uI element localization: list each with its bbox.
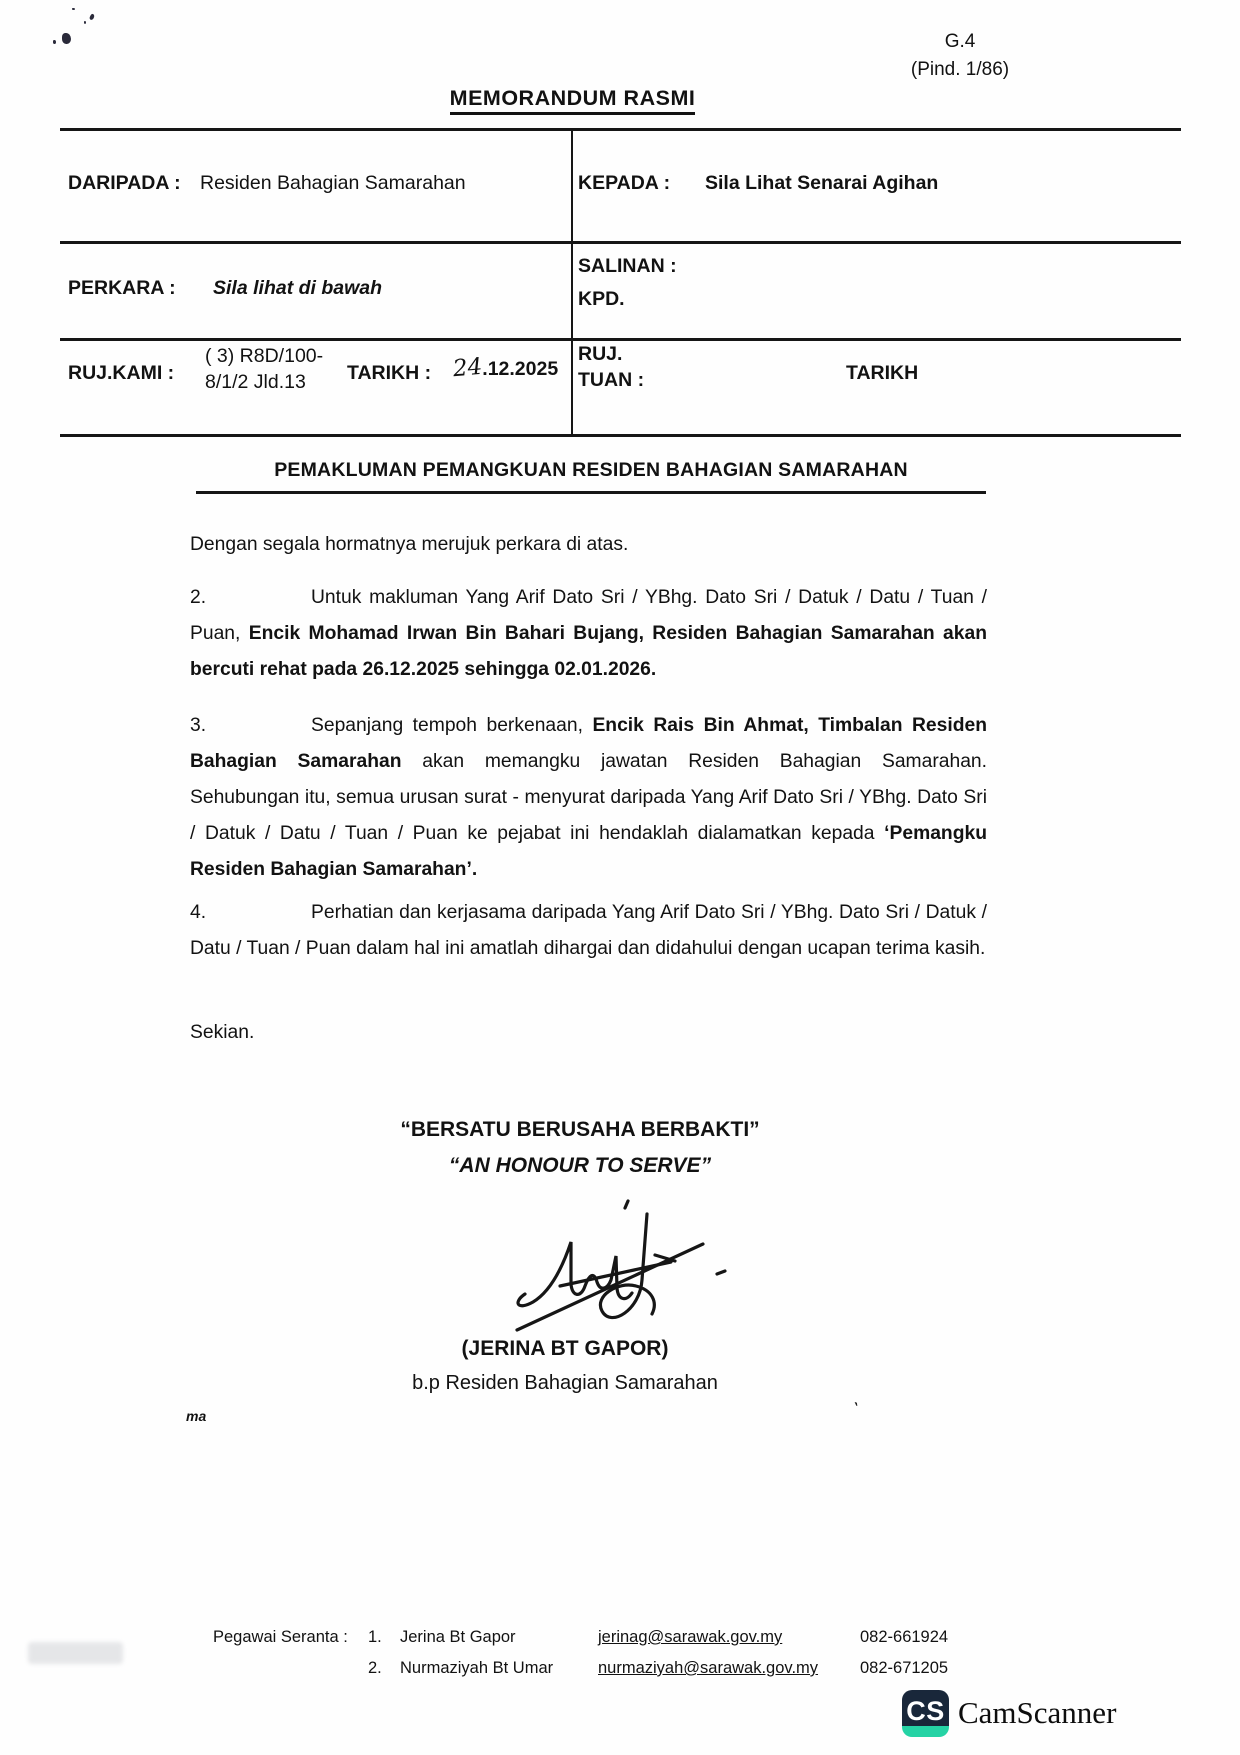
paragraph-number: 4.	[190, 902, 207, 923]
kepada-label: KEPADA :	[578, 172, 671, 194]
table-column-divider	[571, 128, 573, 437]
salinan-value: KPD.	[578, 288, 625, 310]
scan-stray-mark: ˋ	[846, 1397, 862, 1424]
contact-phone: 082-661924	[860, 1628, 949, 1646]
contact-email-link[interactable]: jerinag@sarawak.gov.my	[598, 1628, 783, 1646]
scan-speck	[62, 33, 71, 44]
ruj-tuan-label: RUJ. TUAN :	[578, 343, 645, 391]
perkara-label: PERKARA :	[68, 277, 176, 299]
paragraph-number: 3.	[190, 715, 207, 736]
table-border-bottom	[60, 434, 1181, 437]
form-code-block	[880, 28, 1040, 84]
scan-speck	[84, 21, 86, 24]
form-revision: (Pind. 1/86)	[910, 59, 1010, 80]
daripada-value: Residen Bahagian Samarahan	[200, 172, 466, 194]
scan-smudge	[28, 1642, 123, 1664]
paragraph-number: 2.	[190, 587, 207, 608]
memo-header-table	[60, 128, 1181, 437]
signatory-on-behalf: b.p Residen Bahagian Samarahan	[412, 1372, 718, 1394]
contact-name: Nurmaziyah Bt Umar	[400, 1659, 554, 1677]
ruj-kami-value: ( 3) R8D/100- 8/1/2 Jld.13	[205, 345, 324, 393]
contact-name: Jerina Bt Gapor	[400, 1628, 516, 1646]
memo-document: G.4 (Pind. 1/86) MEMORANDUM RASMI DARIPADA : Residen Bahagian Samarahan KEPADA : Sila Lihat Senarai Agihan PERKARA : Sila lihat di bawah SALINAN : KPD. RUJ.KAMI : ( 3) R8D/100- 8/1/2 Jld.13 TARIKH : 24.12.2025 RUJ. TUAN : TARIKH PEMAKLUMAN PEMANGKUAN RESIDEN BAHAGIAN SAMARAHAN Dengan segala hormatnya merujuk perkara di atas. 2. Untuk makluman Yang Arif Dato Sri / YBhg. Dato Sri / Datuk / Datu / Tuan / Puan, Encik Mohamad Irwan Bin Bahari Bujang, Residen Bahagian Samarahan akan bercuti rehat pada 26.12.2025 sehingga 02.01.2026. 3. Sepanjang tempoh berkenaan, Encik Rais Bin Ahmat, Timbalan Residen Bahagian Samarahan akan memangku jawatan Residen Bahagian Samarahan. Sehubungan itu, semua urusan surat - menyurat daripada Yang Arif Dato Sri / YBhg. Dato Sri / Datuk / Datu / Tuan / Puan ke pejabat ini hendaklah dialamatkan kepada ‘Pemangku Residen Bahagian Samarahan’. 4. Perhatian dan kerjasama daripada Yang Arif Dato Sri / YBhg. Dato Sri / Datuk / Datu / Tuan / Puan dalam hal ini amatlah dihargai dan didahului dengan ucapan terima kasih. Sekian. “BERSATU BERUSAHA BERBAKTI” “AN HONOUR TO SERVE” (JERINA BT GAPOR) b.p Residen Bahagian Samarahan ma ˋ Pegawai Seranta : 1. Jerina Bt Gapor jerinag@sarawak.gov.my 082-661924 2. Nurmaziyah Bt Umar nurmaziyah@sarawak.gov.my 082-671205 CS CamScanner	[0, 0, 1240, 1755]
footer-label: Pegawai Seranta :	[213, 1628, 348, 1646]
camscanner-logo-icon: CS	[902, 1690, 949, 1737]
typist-initials: ma	[186, 1408, 207, 1424]
daripada-label: DARIPADA :	[68, 172, 181, 194]
tarikh-value: 24.12.2025	[451, 353, 559, 383]
contact-phone: 082-671205	[860, 1659, 949, 1677]
scan-speck	[72, 8, 75, 10]
tarikh-right-label: TARIKH	[846, 362, 919, 384]
closing-word: Sekian.	[190, 1022, 255, 1043]
scan-speck	[53, 40, 56, 44]
table-border-top	[60, 128, 1181, 131]
handwritten-date: 24	[451, 353, 484, 383]
paragraph-4: 4. Perhatian dan kerjasama daripada Yang Arif Dato Sri / YBhg. Dato Sri / Datuk / Datu / Tuan / Puan dalam hal ini amatlah dihargai dan didahului dengan ucapan terima kasih.	[190, 895, 987, 967]
signature-scribble	[505, 1198, 740, 1338]
salinan-label: SALINAN :	[578, 255, 677, 277]
motto-line-1: “BERSATU BERUSAHA BERBAKTI”	[400, 1118, 760, 1141]
subject-heading: PEMAKLUMAN PEMANGKUAN RESIDEN BAHAGIAN SAMARAHAN	[196, 459, 986, 494]
paragraph-3: 3. Sepanjang tempoh berkenaan, Encik Rais Bin Ahmat, Timbalan Residen Bahagian Samarahan akan memangku jawatan Residen Bahagian Samarahan. Sehubungan itu, semua urusan surat - menyurat daripada Yang Arif Dato Sri / YBhg. Dato Sri / Datuk / Datu / Tuan / Puan ke pejabat ini hendaklah dialamatkan kepada ‘Pemangku Residen Bahagian Samarahan’.	[190, 708, 987, 888]
paragraph-1: Dengan segala hormatnya merujuk perkara di atas.	[190, 534, 629, 555]
motto-block	[0, 1112, 1160, 1184]
scan-speck	[89, 13, 95, 20]
tarikh-label: TARIKH :	[347, 362, 432, 384]
ruj-kami-label: RUJ.KAMI :	[68, 362, 175, 384]
kepada-value: Sila Lihat Senarai Agihan	[705, 172, 939, 194]
form-code: G.4	[944, 31, 976, 52]
motto-line-2: “AN HONOUR TO SERVE”	[448, 1154, 712, 1177]
camscanner-wordmark: CamScanner	[958, 1695, 1117, 1730]
contact-email-link[interactable]: nurmaziyah@sarawak.gov.my	[598, 1659, 819, 1677]
signatory-name: (JERINA BT GAPOR)	[461, 1337, 669, 1360]
perkara-value: Sila lihat di bawah	[213, 277, 383, 299]
document-title: MEMORANDUM RASMI	[0, 86, 1145, 111]
paragraph-2: 2. Untuk makluman Yang Arif Dato Sri / YBhg. Dato Sri / Datuk / Datu / Tuan / Puan, Encik Mohamad Irwan Bin Bahari Bujang, Residen Bahagian Samarahan akan bercuti rehat pada 26.12.2025 sehingga 02.01.2026.	[190, 580, 987, 688]
table-row-divider	[60, 241, 1181, 244]
